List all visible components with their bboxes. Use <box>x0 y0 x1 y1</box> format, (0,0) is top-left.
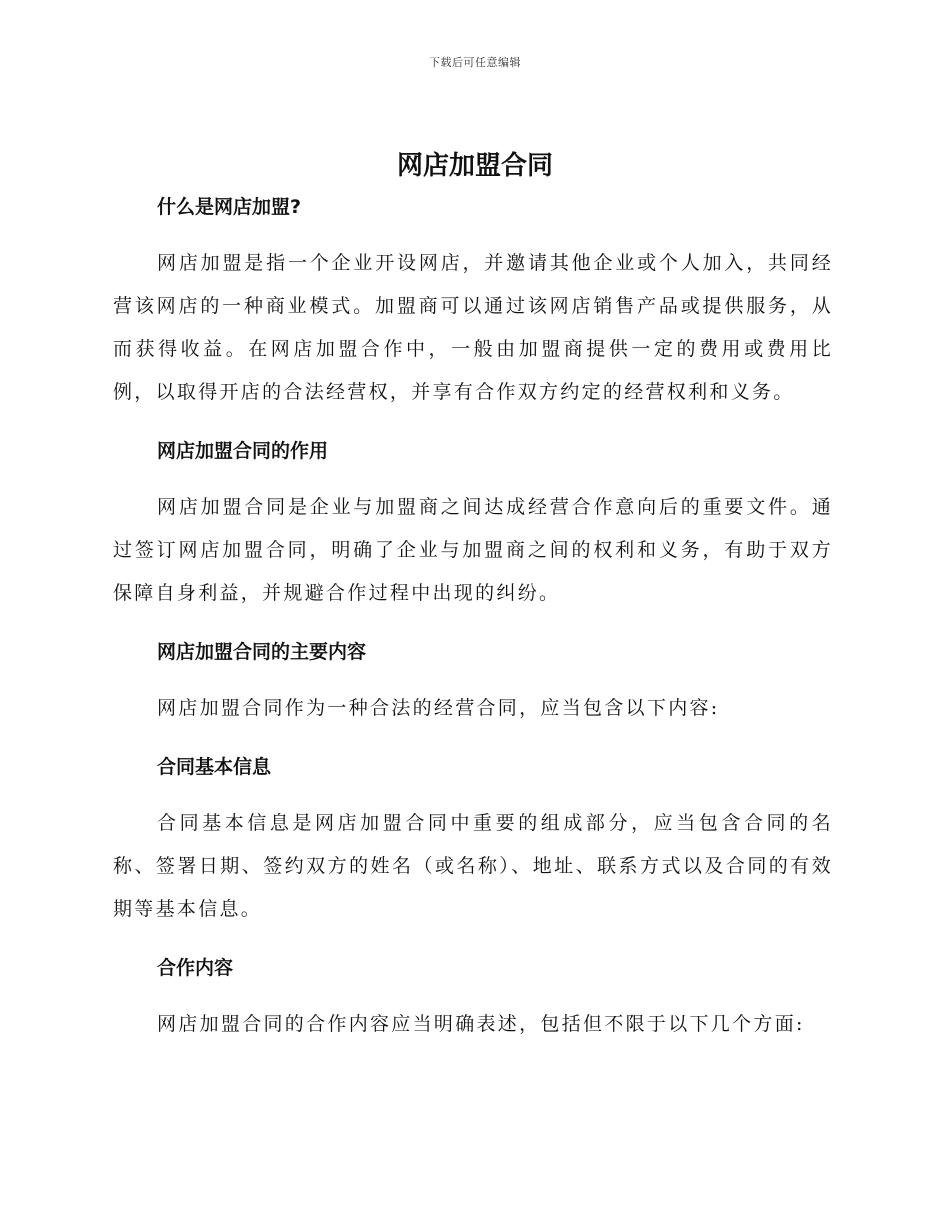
section-paragraph: 网店加盟合同作为一种合法的经营合同，应当包含以下内容: <box>157 697 720 719</box>
page-header-note: 下载后可任意编辑 <box>429 56 521 69</box>
document-title: 网店加盟合同 <box>396 151 553 181</box>
section-paragraph: 网店加盟合同是企业与加盟商之间达成经营合作意向后的重要文件。通过签订网店加盟合同，明确了企业与加盟商之间的权利和义务，有助于双方保障自身利益，并规避合作过程中出现的纠纷。 <box>113 496 833 604</box>
section-paragraph: 网店加盟合同的合作内容应当明确表述，包括但不限于以下几个方面: <box>157 1013 805 1035</box>
section-cooperation-content <box>113 951 833 1046</box>
section-heading: 什么是网店加盟? <box>157 196 302 218</box>
document-body <box>113 190 833 1046</box>
section-heading: 合同基本信息 <box>157 756 272 778</box>
section-paragraph: 合同基本信息是网店加盟合同中重要的组成部分，应当包含合同的名称、签署日期、签约双方的姓名（或名称）、地址、联系方式以及合同的有效期等基本信息。 <box>113 812 833 920</box>
section-heading: 网店加盟合同的作用 <box>157 440 329 462</box>
section-basic-info <box>113 750 833 931</box>
section-heading: 合作内容 <box>157 957 234 979</box>
section-heading: 网店加盟合同的主要内容 <box>157 641 367 663</box>
section-contract-purpose <box>113 434 833 615</box>
section-main-contents <box>113 635 833 730</box>
section-paragraph: 网店加盟是指一个企业开设网店，并邀请其他企业或个人加入，共同经营该网店的一种商业模式。加盟商可以通过该网店销售产品或提供服务，从而获得收益。在网店加盟合作中，一般由加盟商提供一定的费用或费用比例，以取得开店的合法经营权，并享有合作双方约定的经营权利和义务。 <box>113 252 833 403</box>
section-what-is-franchise <box>113 190 833 414</box>
